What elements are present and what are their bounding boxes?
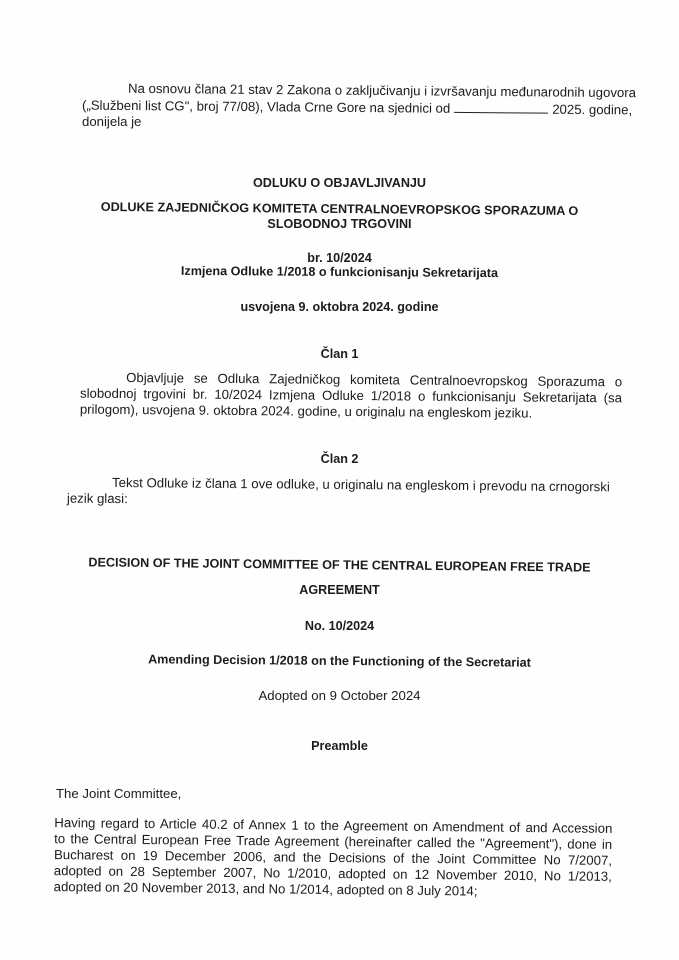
me-amendment: Izmjena Odluke 1/2018 o funkcionisanju Sekretarijata	[180, 263, 499, 281]
en-adopted: Adopted on 9 October 2024	[258, 688, 421, 703]
clan1-line-3: prilogom), usvojena 9. oktobra 2024. godine, u originalu na engleskom jeziku.	[79, 401, 533, 421]
clan2-line-1: Tekst Odluke iz člana 1 ove odluke, u originalu na engleskom i prevodu na crnogorski	[112, 474, 610, 495]
intro-line-2b: 2025. godine,	[552, 101, 633, 118]
preamble-line-4: adopted on 28 September 2007, No 1/2010, adopted on 12 November 2010, No 1/2013,	[53, 863, 612, 884]
date-blank	[454, 101, 548, 114]
en-title-line-2: AGREEMENT	[299, 583, 380, 597]
intro-line-3: donijela je	[82, 114, 142, 129]
intro-line-2	[82, 98, 632, 118]
clan1-heading: Član 1	[320, 347, 359, 361]
en-title-line-1: DECISION OF THE JOINT COMMITTEE OF THE CENTRAL EUROPEAN FREE TRADE	[88, 555, 591, 575]
clan1-paragraph	[80, 370, 622, 423]
preamble-line-3: Bucharest on 19 December 2006, and the Decisions of the Joint Committee No 7/2007,	[53, 847, 613, 868]
preamble-heading: Preamble	[311, 739, 368, 753]
clan2-line-2: jezik glasi:	[66, 490, 128, 507]
intro-line-2a: („Službeni list CG", broj 77/08), Vlada Crne Gore na sjednici od	[81, 97, 451, 116]
en-amendment: Amending Decision 1/2018 on the Functioning of the Secretariat	[148, 652, 531, 670]
me-subtitle-line-2: SLOBODNOJ TRGOVINI	[267, 217, 412, 231]
preamble-paragraph	[54, 815, 613, 901]
clan1-line-1: Objavljuje se Odluka Zajedničkog komiteta Centralnoevropskog Sporazuma o	[126, 370, 623, 390]
me-title: ODLUKU O OBJAVLJIVANJU	[252, 176, 427, 190]
me-adopted: usvojena 9. oktobra 2024. godine	[240, 300, 439, 314]
me-subtitle-line-1: ODLUKE ZAJEDNIČKOG KOMITETA CENTRALNOEVROPSKOG SPORAZUMA O	[100, 199, 579, 219]
preamble-line-5: adopted on 20 November 2013, and No 1/2014, adopted on 8 July 2014;	[53, 879, 478, 899]
me-number: br. 10/2024	[307, 251, 372, 265]
clan2-heading: Član 2	[320, 452, 359, 466]
preamble-line-1: Having regard to Article 40.2 of Annex 1 to the Agreement on Amendment of and Accession	[54, 815, 613, 836]
intro-line-1: Na osnovu člana 21 stav 2 Zakona o zaključivanju i izvršavanju međunarodnih ugovora	[127, 80, 637, 101]
preamble-line-2: to the Central European Free Trade Agreement (hereinafter called the "Agreement"), done in	[54, 831, 613, 852]
en-number: No. 10/2024	[304, 619, 375, 633]
clan1-line-2: slobodnoj trgovini br. 10/2024 Izmjena Odluke 1/2018 o funkcionisanju Sekretarijata (sa	[79, 385, 623, 406]
clan2-paragraph	[67, 475, 622, 512]
preamble-opening: The Joint Committee,	[56, 786, 182, 801]
